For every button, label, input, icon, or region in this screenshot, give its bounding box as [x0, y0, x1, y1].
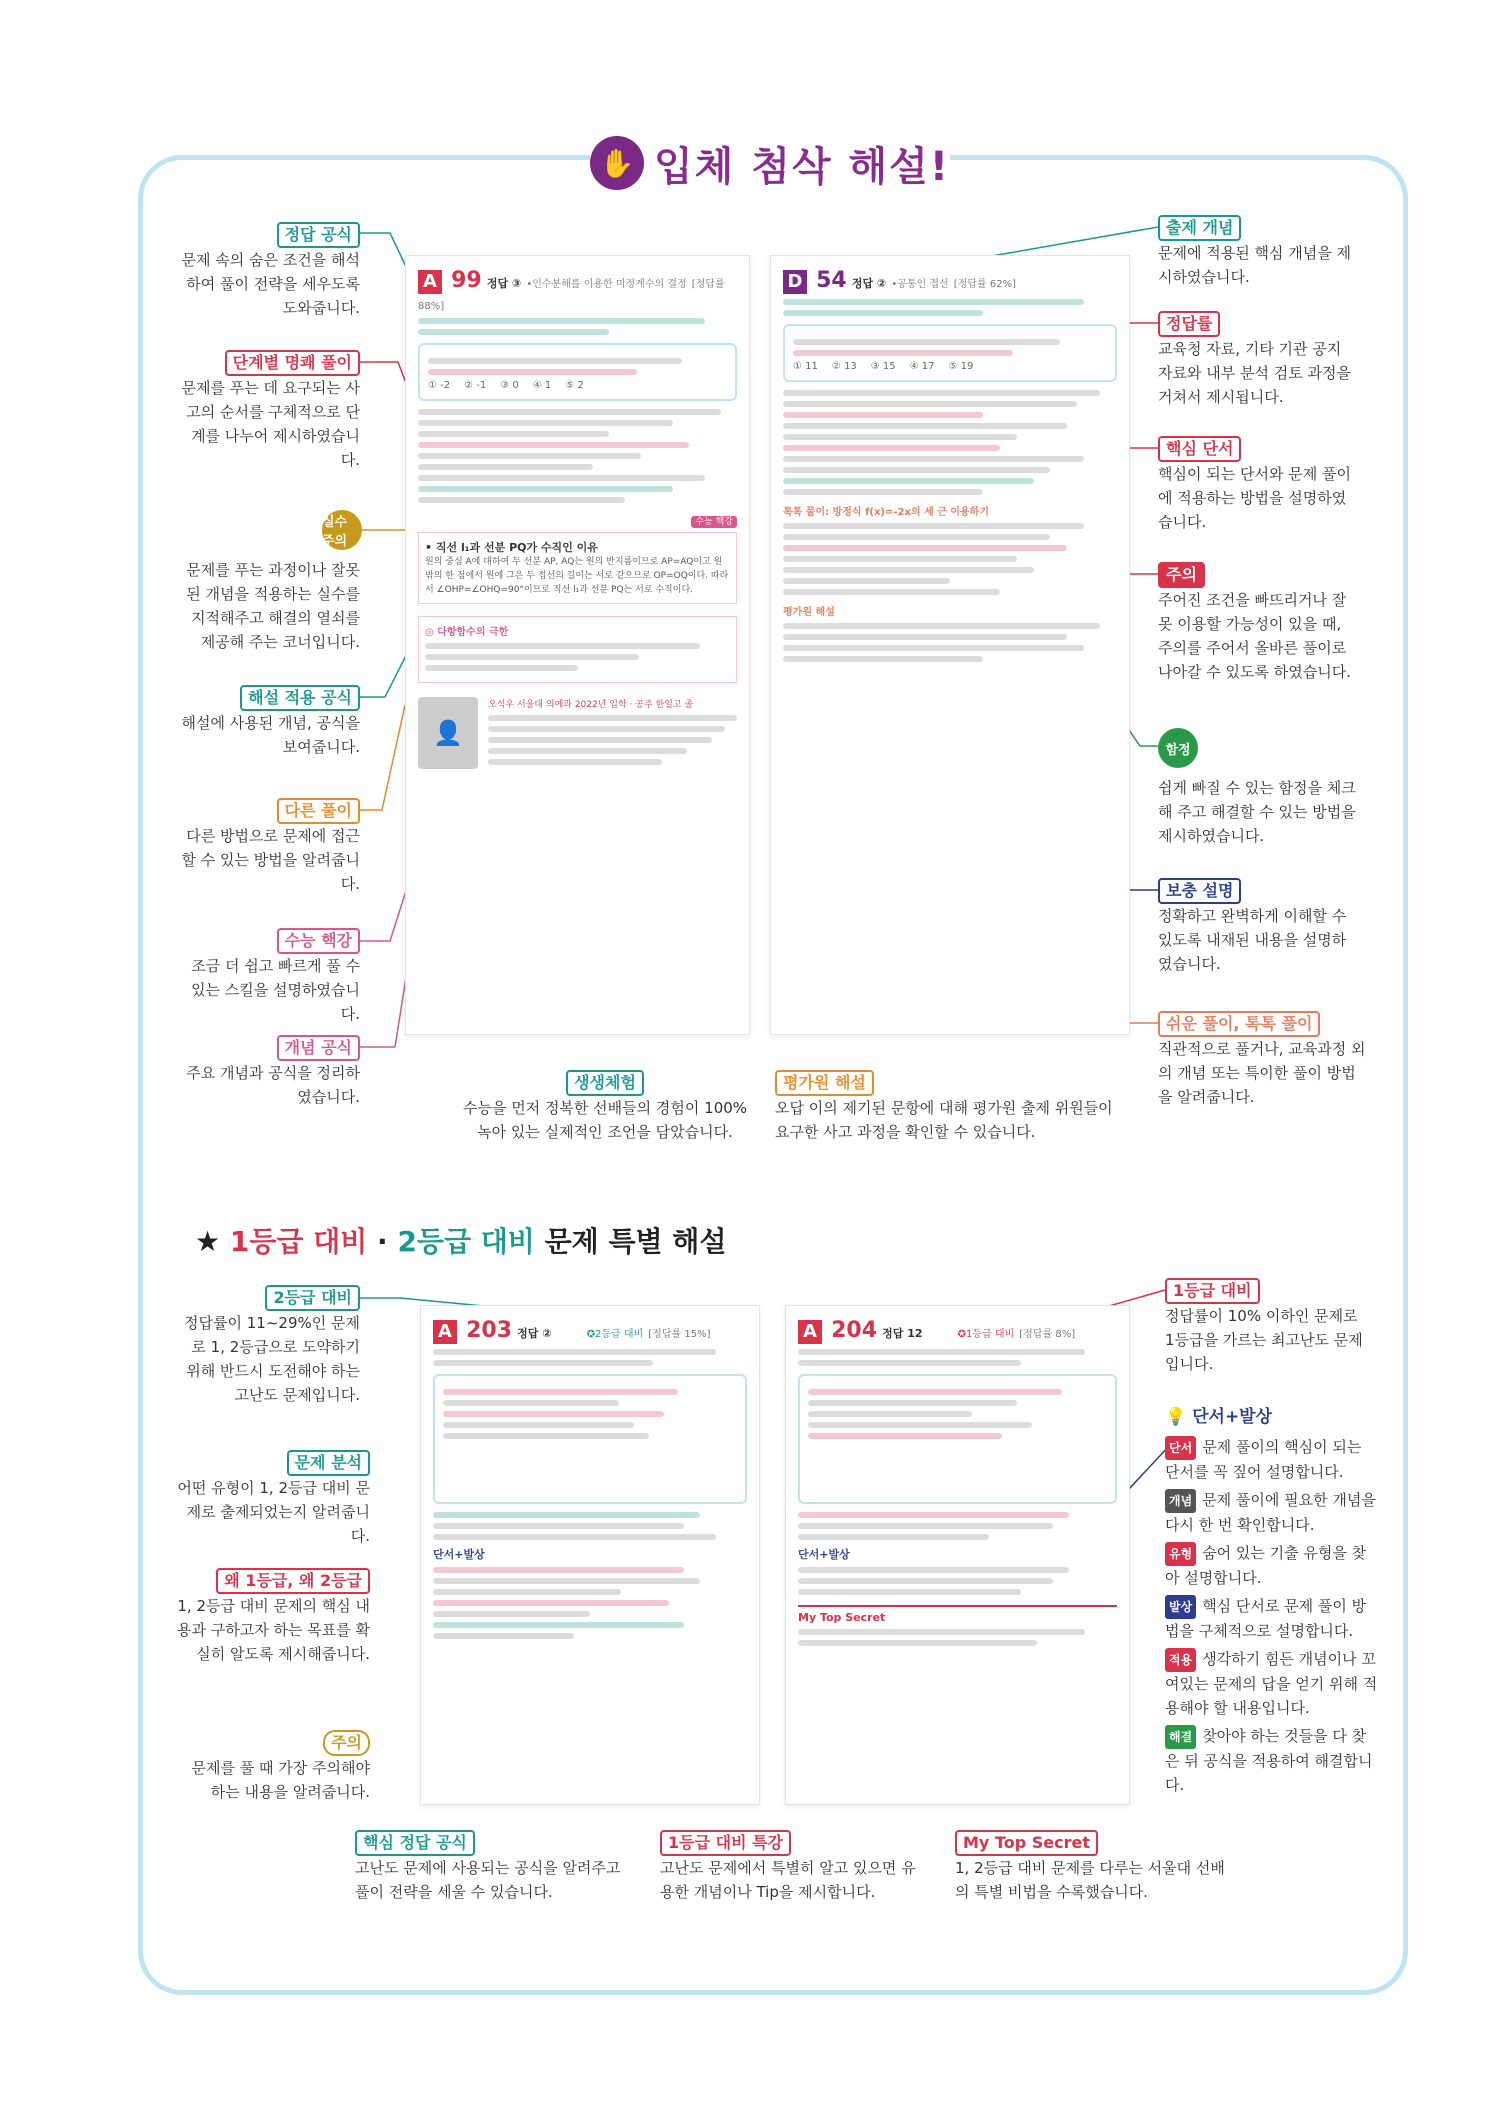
question-box: ① 11 ② 13 ③ 15 ④ 17 ⑤ 19: [783, 324, 1117, 382]
question-box: [433, 1374, 747, 1504]
mistake-warning-badge: 실수 주의: [322, 510, 362, 550]
trap-badge: 함정: [1158, 728, 1198, 768]
note-supplement: 보충 설명 정확하고 완벽하게 이해할 수 있도록 내재된 내용을 설명하였습니다.: [1158, 878, 1358, 976]
part-badge: A: [798, 1320, 822, 1344]
question-box: [798, 1374, 1117, 1504]
lightbulb-icon: 💡: [1165, 1407, 1187, 1427]
note-applied-formula: 해설 적용 공식 해설에 사용된 개념, 공식을 보여줍니다.: [180, 685, 360, 759]
note-caution: 주의 주어진 조건을 빠뜨리거나 잘못 이용할 가능성이 있을 때, 주의를 주어서 올바른 풀이로 나아갈 수 있도록 하였습니다.: [1158, 562, 1358, 684]
note-step-solution: 단계별 명쾌 풀이 문제를 푸는 데 요구되는 사고의 순서를 구체적으로 단계를 나누어 제시하였습니다.: [180, 350, 360, 472]
sample-page-grade1: A 204 정답 12 ✪1등급 대비 [정답률 8%] 단서+발상 My Top Secret: [785, 1305, 1130, 1805]
note-grade1-lecture: 1등급 대비 특강 고난도 문제에서 특별히 알고 있으면 유용한 개념이나 Tip을 제시합니다.: [660, 1830, 930, 1904]
note-caution-2: 주의 문제를 풀 때 가장 주의해야 하는 내용을 알려줍니다.: [175, 1730, 370, 1804]
part-badge: A: [418, 270, 442, 294]
note-grade1: 1등급 대비 정답률이 10% 이하인 문제로 1등급을 가르는 최고난도 문제입니다.: [1165, 1278, 1365, 1376]
note-my-top-secret: My Top Secret 1, 2등급 대비 문제를 다루는 서울대 선배의 특별 비법을 수록했습니다.: [955, 1830, 1225, 1904]
note-mistake: 문제를 푸는 과정이나 잘못된 개념을 적용하는 실수를 지적해주고 해결의 열쇠를 제공해 주는 코너입니다.: [186, 561, 360, 651]
note-problem-analysis: 문제 분석 어떤 유형이 1, 2등급 대비 문제로 출제되었는지 알려줍니다.: [175, 1450, 370, 1548]
question-box: ① -2 ② -1 ③ 0 ④ 1 ⑤ 2: [418, 343, 737, 401]
problem-header: A 99 정답 ③ •인수분해를 이용한 미정계수의 결정 [정답률 88%]: [418, 268, 725, 312]
section-title-grade-prep: ★ 1등급 대비 · 2등급 대비 문제 특별 해설: [195, 1225, 727, 1258]
note-alternative-solution: 다른 풀이 다른 방법으로 문제에 접근할 수 있는 방법을 알려줍니다.: [180, 798, 360, 896]
note-key-answer-formula: 핵심 정답 공식 고난도 문제에 사용되는 공식을 알려주고 풀이 전략을 세울 수 있습니다.: [355, 1830, 635, 1904]
note-easy-solution: 쉬운 풀이, 톡톡 풀이 직관적으로 풀거나, 교육과정 외의 개념 또는 특이한 풀이 방법을 알려줍니다.: [1158, 1011, 1368, 1109]
note-exam-concept: 출제 개념 문제에 적용된 핵심 개념을 제시하였습니다.: [1158, 215, 1358, 289]
sample-page-left: A 99 정답 ③ •인수분해를 이용한 미정계수의 결정 [정답률 88%] ① -2 ② -1 ③ 0 ④ 1 ⑤ 2 수능 핵강 • 직선 l₁과 선분 PQ가 수직인 이유 원의 중심 A에 대하여 두 선분 AP, AQ는 원의 반지름이므로 AP=AQ이고 원 밖의 한 점에서 원에 그은 두 접선의 길이는 서로 같으므로 OP=OQ이다. 따라서 ∠OHP=∠OHQ=90°이므로 직선 l₁과 선분 PQ는 서로 수직이다. ◎ 다항함수의 극한 👤 오석우 서울대 의예과 2022년 입학 · 공주 한일고 졸: [405, 255, 750, 1035]
clue-legend: 💡 단서+발상 단서 문제 풀이의 핵심이 되는 단서를 꼭 짚어 설명합니다. 개념 문제 풀이에 필요한 개념을 다시 한 번 확인합니다. 유형 숨어 있는 기출 유형을 찾아 설명합니다. 발상 핵심 단서로 문제 풀이 방법을 구체적으로 설명합니다. 적용 생각하기 힘든 개념이나 꼬여있는 문제의 답을 얻기 위해 적용해야 할 내용입니다. 해결 찾아야 하는 것들을 다 찾은 뒤 공식을 적용하여 해결합니다.: [1165, 1407, 1378, 1794]
senior-photo: 👤: [418, 697, 478, 769]
note-concept-formula: 개념 공식 주요 개념과 공식을 정리하였습니다.: [180, 1035, 360, 1109]
part-badge: A: [433, 1320, 457, 1344]
note-key-clue: 핵심 단서 핵심이 되는 단서와 문제 풀이에 적용하는 방법을 설명하였습니다.: [1158, 436, 1358, 534]
note-why-grade: 왜 1등급, 왜 2등급 1, 2등급 대비 문제의 핵심 내용과 구하고자 하는 목표를 확실히 알도록 제시해줍니다.: [175, 1568, 370, 1666]
page-title: 입체 첨삭 해설!: [654, 143, 950, 190]
note-grade2: 2등급 대비 정답률이 11∼29%인 문제로 1, 2등급으로 도약하기 위해 반드시 도전해야 하는 고난도 문제입니다.: [175, 1285, 360, 1407]
note-answer-formula: 정답 공식 문제 속의 숨은 조건을 해석하여 풀이 전략을 세우도록 도와줍니다.: [180, 222, 360, 320]
note-csat-tip: 수능 핵강 조금 더 쉽고 빠르게 풀 수 있는 스킬을 설명하였습니다.: [180, 928, 360, 1026]
part-badge: D: [783, 270, 807, 294]
note-trap: 쉽게 빠질 수 있는 함정을 체크해 주고 해결할 수 있는 방법을 제시하였습니다.: [1158, 779, 1356, 845]
problem-header: D 54 정답 ② •공통인 접선 [정답률 62%]: [783, 268, 1117, 294]
note-senior-experience: 생생체험 수능을 먼저 정복한 선배들의 경험이 100% 녹아 있는 실제적인 조언을 담았습니다.: [455, 1070, 755, 1144]
sample-page-right: D 54 정답 ② •공통인 접선 [정답률 62%] ① 11 ② 13 ③ 15 ④ 17 ⑤ 19 톡톡 풀이: 방정식 f(x)=-2x의 세 근 이용하기 평가원 해설: [770, 255, 1130, 1035]
hand-icon: ✋: [590, 136, 644, 190]
note-eval-explanation: 평가원 해설 오답 이의 제기된 문항에 대해 평가원 출제 위원들이 요구한 사고 과정을 확인할 수 있습니다.: [775, 1070, 1115, 1144]
note-answer-rate: 정답률 교육청 자료, 기타 기관 공지 자료와 내부 분석 검토 과정을 거쳐서 제시됩니다.: [1158, 311, 1358, 409]
sample-page-grade2: A 203 정답 ② ✪2등급 대비 [정답률 15%] 단서+발상: [420, 1305, 760, 1805]
